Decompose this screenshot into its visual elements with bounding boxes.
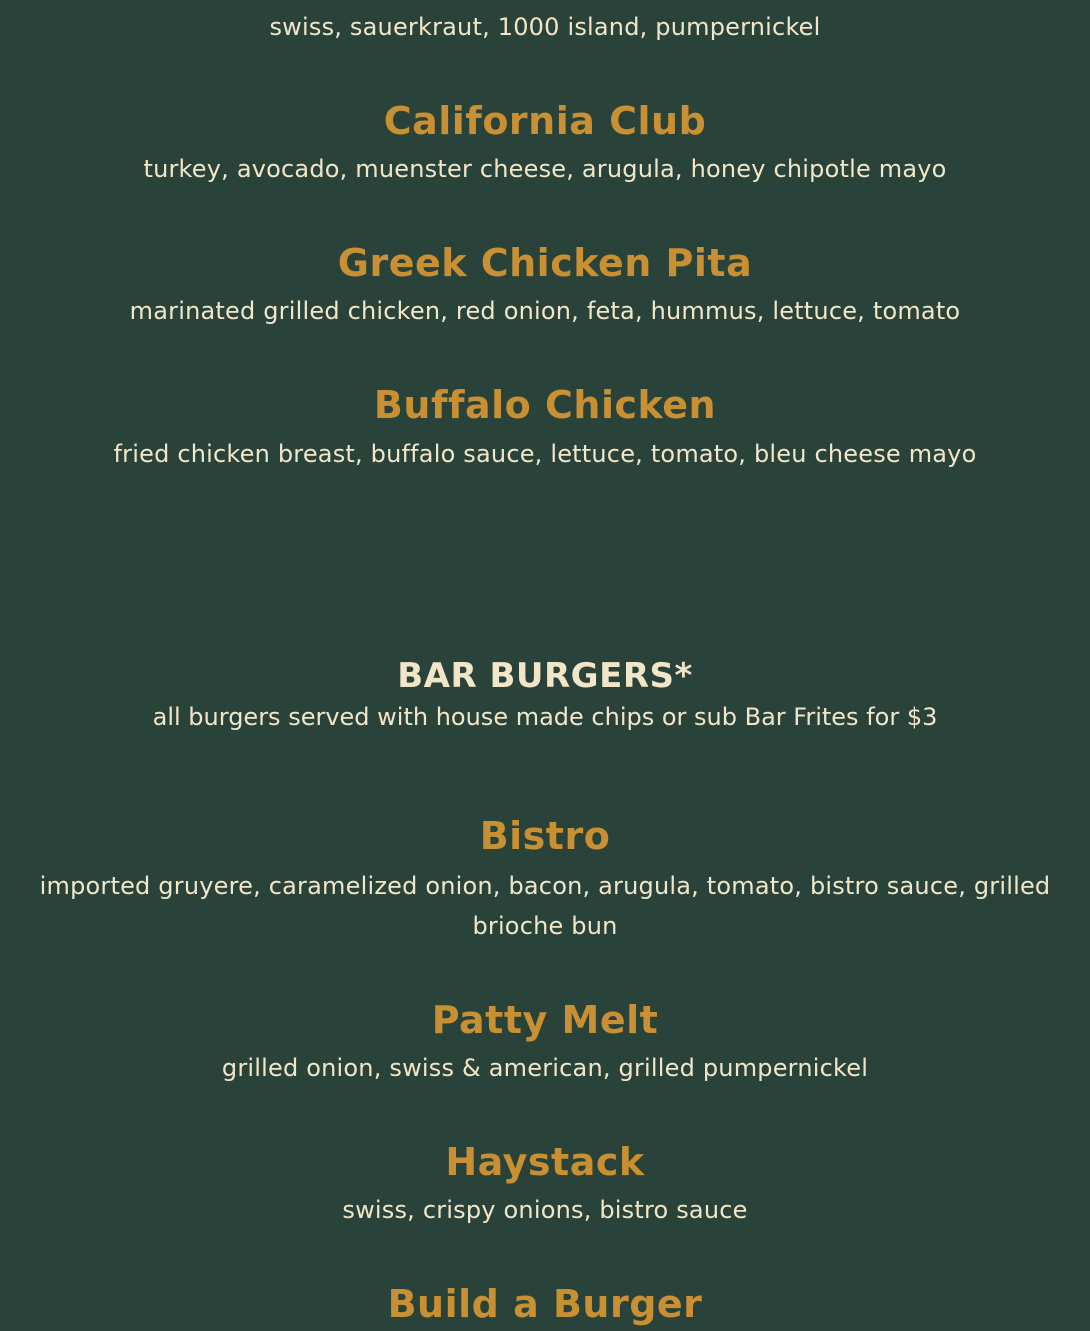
menu-item-description: marinated grilled chicken, red onion, feta, hummus, lettuce, tomato bbox=[129, 297, 961, 325]
menu-item-title: Haystack bbox=[445, 1140, 645, 1184]
menu-item-description: swiss, crispy onions, bistro sauce bbox=[342, 1196, 748, 1224]
menu-item-description: fried chicken breast, buffalo sauce, lettuce, tomato, bleu cheese mayo bbox=[113, 440, 977, 468]
section-note: all burgers served with house made chips or sub Bar Frites for $3 bbox=[152, 703, 938, 731]
menu-item-title: Greek Chicken Pita bbox=[337, 241, 753, 285]
section-title: BAR BURGERS* bbox=[397, 656, 693, 696]
menu-item-title: California Club bbox=[383, 99, 707, 143]
menu-item-title: Buffalo Chicken bbox=[373, 383, 717, 427]
menu-item-title: Build a Burger bbox=[387, 1282, 703, 1326]
menu-item-title: Bistro bbox=[479, 814, 611, 858]
menu-item-description: turkey, avocado, muenster cheese, arugula, honey chipotle mayo bbox=[143, 155, 947, 183]
menu-item-description: grilled onion, swiss & american, grilled pumpernickel bbox=[221, 1054, 869, 1082]
menu-item-description: imported gruyere, caramelized onion, bacon, arugula, tomato, bistro sauce, grilled brioche bun bbox=[39, 872, 1051, 940]
menu-item-description: swiss, sauerkraut, 1000 island, pumpernickel bbox=[269, 13, 821, 41]
menu-item-title: Patty Melt bbox=[431, 998, 659, 1042]
